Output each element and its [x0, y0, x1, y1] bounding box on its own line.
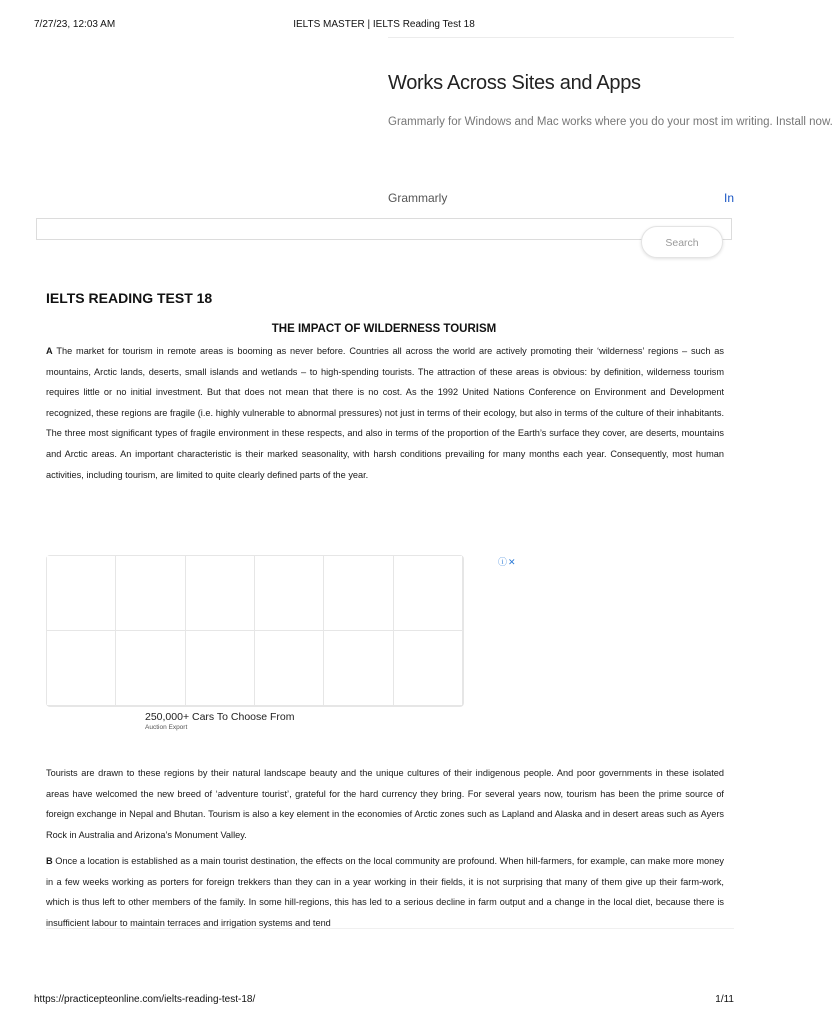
print-page-number: 1/11	[715, 994, 734, 1005]
ad-image-tile[interactable]	[394, 556, 463, 631]
ad-brand-name[interactable]: Grammarly	[388, 191, 448, 205]
ad-source[interactable]: Auction Export	[145, 724, 188, 731]
paragraph-b-container	[46, 851, 724, 929]
search-input[interactable]	[36, 218, 732, 240]
paragraph-letter: B	[46, 856, 53, 866]
ad-image-tile[interactable]	[186, 631, 255, 706]
search-button[interactable]: Search	[641, 226, 723, 258]
ad-description[interactable]: Grammarly for Windows and Mac works where you do your most im writing. Install now.	[388, 116, 833, 128]
ad-divider	[388, 37, 734, 38]
ad-image-tile[interactable]	[47, 556, 116, 631]
ad-choices-close-icon[interactable]: ⓘ✕	[498, 558, 517, 568]
ad-caption[interactable]: 250,000+ Cars To Choose From	[145, 711, 295, 723]
ad-cta-link[interactable]: In	[724, 191, 735, 205]
ad-image-tile[interactable]	[394, 631, 463, 706]
paragraph-b	[46, 851, 724, 933]
pdf-print-footer	[34, 994, 734, 1006]
paragraph-text: The market for tourism in remote areas is booming as never before. Countries all across the world are actively promoting their ‘wilderness’ regions – such as mountains, Arctic lands, deserts, small islands and wetlands – to high-spending tourists. The attraction of these areas is obvious: by definition, wilderness tourism requires little or no initial investment. But that does not mean that there is no cost. As the 1992 United Nations Conference on Environment and Development recognized, these regions are fragile (i.e. highly vulnerable to abnormal pressures) not just in terms of their ecology, but also in terms of the culture of their inhabitants. The three most significant types of fragile environment in these respects, and also in terms of the proportion of the Earth’s surface they cover, are deserts, mountains and Arctic areas. An important characteristic is their marked seasonality, with harsh conditions prevailing for many months each year. Consequently, most human activities, including tourism, are limited to quite clearly defined parts of the year.	[46, 346, 724, 480]
ad-image-tile[interactable]	[255, 631, 324, 706]
page-title: IELTS READING TEST 18	[46, 290, 213, 306]
ad-image-tile[interactable]	[116, 556, 185, 631]
ad-image-grid[interactable]	[46, 555, 464, 707]
paragraph-letter: A	[46, 346, 53, 356]
print-page-title: IELTS MASTER | IELTS Reading Test 18	[293, 19, 475, 30]
ad-image-tile[interactable]	[116, 631, 185, 706]
ad-image-tile[interactable]	[47, 631, 116, 706]
paragraph-continued: Tourists are drawn to these regions by their natural landscape beauty and the unique cultures of their indigenous people. And poor governments in these isolated areas have welcomed the new breed of ‘adventure tourist’, grateful for the hard currency they bring. For several years now, tourism has been the prime source of foreign exchange in Nepal and Bhutan. Tourism is also a key element in the economies of Arctic zones such as Lapland and Alaska and in desert areas such as Ayers Rock in Australia and Arizona’s Monument Valley.	[46, 768, 724, 840]
article-title: THE IMPACT OF WILDERNESS TOURISM	[271, 323, 497, 335]
ad-image-tile[interactable]	[324, 631, 393, 706]
ad-image-tile[interactable]	[186, 556, 255, 631]
ad-image-tile[interactable]	[255, 556, 324, 631]
paragraph-text: Once a location is established as a main tourist destination, the effects on the local community are profound. When hill-farmers, for example, can make more money in a few weeks working as porters for foreign trekkers than they can in a year working in their fields, it is not surprising that many of them give up their farm-work, which is thus left to other members of the family. In some hill-regions, this has led to a serious decline in farm output and a change in the local diet, because there is insufficient labour to maintain terraces and irrigation systems and tend	[46, 856, 724, 928]
page-cut-divider	[46, 928, 734, 929]
print-datetime: 7/27/23, 12:03 AM	[34, 19, 116, 30]
ad-headline[interactable]: Works Across Sites and Apps	[388, 72, 641, 94]
pdf-print-header	[34, 19, 734, 31]
ad-image-tile[interactable]	[324, 556, 393, 631]
print-url: https://practicepteonline.com/ielts-reading-test-18/	[34, 994, 256, 1005]
paragraph-a	[46, 341, 724, 485]
